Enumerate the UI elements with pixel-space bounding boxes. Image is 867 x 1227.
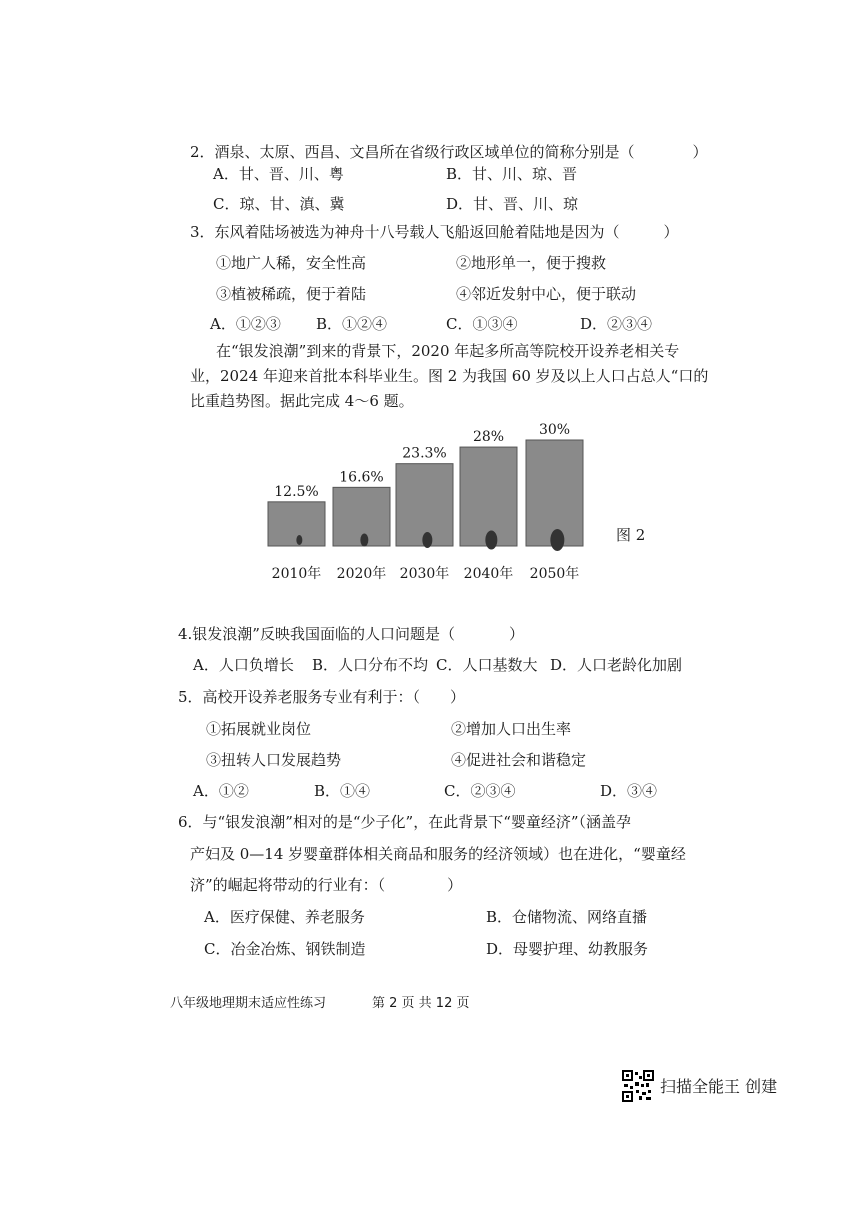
bar-2040年 xyxy=(460,447,517,546)
q2-option-c: C．琼、甘、滇、冀 xyxy=(213,195,345,213)
q6-option-b: B．仓储物流、网络直播 xyxy=(486,908,648,926)
q6-option-c: C．冶金冶炼、钢铁制造 xyxy=(204,940,366,958)
q2-option-d: D．甘、晋、川、琼 xyxy=(446,195,579,213)
q5-option-a: A．①② xyxy=(193,782,249,800)
footprint-mark xyxy=(550,529,564,551)
footprint-mark xyxy=(296,535,302,545)
category-label: 2010年 xyxy=(271,566,322,582)
q4-option-d: D．人口老龄化加剧 xyxy=(550,656,683,674)
data-label: 12.5% xyxy=(274,483,319,500)
q6-line-1: 6．与“银发浪潮”相对的是“少子化”，在此背景下“婴童经济”（涵盖孕 xyxy=(178,813,632,831)
data-label: 16.6% xyxy=(339,469,384,486)
category-label: 2020年 xyxy=(336,566,387,582)
q4-option-b: B．人口分布不均 xyxy=(312,656,429,674)
qr-code-icon xyxy=(622,1070,654,1102)
footprint-mark xyxy=(360,534,368,547)
footprint-mark xyxy=(485,531,497,550)
q5-item-1: ①拓展就业岗位 xyxy=(206,720,312,738)
intro-line-1: 在“银发浪潮”到来的背景下，2020 年起多所高等院校开设养老相关专 xyxy=(216,342,680,360)
q3-item-2: ②地形单一，便于搜救 xyxy=(456,254,607,272)
q3-option-d: D．②③④ xyxy=(580,315,653,333)
category-label: 2050年 xyxy=(529,566,580,582)
intro-line-3: 比重趋势图。据此完成 4～6 题。 xyxy=(190,392,414,410)
footer-page-number: 第 2 页 共 12 页 xyxy=(372,996,470,1011)
q6-option-d: D．母婴护理、幼教服务 xyxy=(486,940,649,958)
intro-line-2: 业，2024 年迎来首批本科毕业生。图 2 为我国 60 岁及以上人口占总人“口的 xyxy=(190,367,709,385)
q3-item-3: ③植被稀疏，便于着陆 xyxy=(216,285,367,303)
q3-option-c: C．①③④ xyxy=(446,315,518,333)
data-label: 30% xyxy=(538,422,571,438)
category-label: 2030年 xyxy=(399,566,450,582)
q3-option-b: B．①②④ xyxy=(316,315,388,333)
q3-stem: 3．东风着陆场被选为神舟十八号载人飞船返回舱着陆地是因为（ ） xyxy=(190,223,679,241)
q5-option-d: D．③④ xyxy=(600,782,658,800)
q2-option-a: A．甘、晋、川、粤 xyxy=(213,165,344,183)
q5-item-3: ③扭转人口发展趋势 xyxy=(206,751,342,769)
q4-stem: 4.银发浪潮”反映我国面临的人口问题是（ ） xyxy=(178,625,524,643)
footer-title: 八年级地理期末适应性练习 xyxy=(170,996,327,1011)
q6-option-a: A．医疗保健、养老服务 xyxy=(204,908,365,926)
aging-population-bar-chart xyxy=(255,418,605,593)
q5-item-4: ④促进社会和谐稳定 xyxy=(451,751,587,769)
footprint-mark xyxy=(422,532,432,548)
q5-item-2: ②增加人口出生率 xyxy=(451,720,572,738)
figure-label: 图 2 xyxy=(616,526,646,544)
category-label: 2040年 xyxy=(463,566,514,582)
q4-option-c: C．人口基数大 xyxy=(436,656,538,674)
q4-option-a: A．人口负增长 xyxy=(193,656,294,674)
q6-line-3: 济”的崛起将带动的行业有：（ ） xyxy=(190,876,463,894)
q2-stem: 2．酒泉、太原、西昌、文昌所在省级行政区域单位的简称分别是（ ） xyxy=(190,143,708,161)
q5-option-c: C．②③④ xyxy=(444,782,516,800)
q6-line-2: 产妇及 0—14 岁婴童群体相关商品和服务的经济领域）也在进化，“婴童经 xyxy=(190,845,686,863)
q5-option-b: B．①④ xyxy=(314,782,371,800)
q5-stem: 5．高校开设养老服务专业有利于：（ ） xyxy=(178,688,466,706)
data-label: 23.3% xyxy=(402,445,447,462)
q2-option-b: B．甘、川、琼、晋 xyxy=(446,165,578,183)
q3-item-4: ④邻近发射中心，便于联动 xyxy=(456,285,637,303)
scanner-watermark: 扫描全能王 创建 xyxy=(660,1077,778,1096)
q3-item-1: ①地广人稀，安全性高 xyxy=(216,254,367,272)
data-label: 28% xyxy=(472,429,505,446)
q3-option-a: A．①②③ xyxy=(210,315,281,333)
